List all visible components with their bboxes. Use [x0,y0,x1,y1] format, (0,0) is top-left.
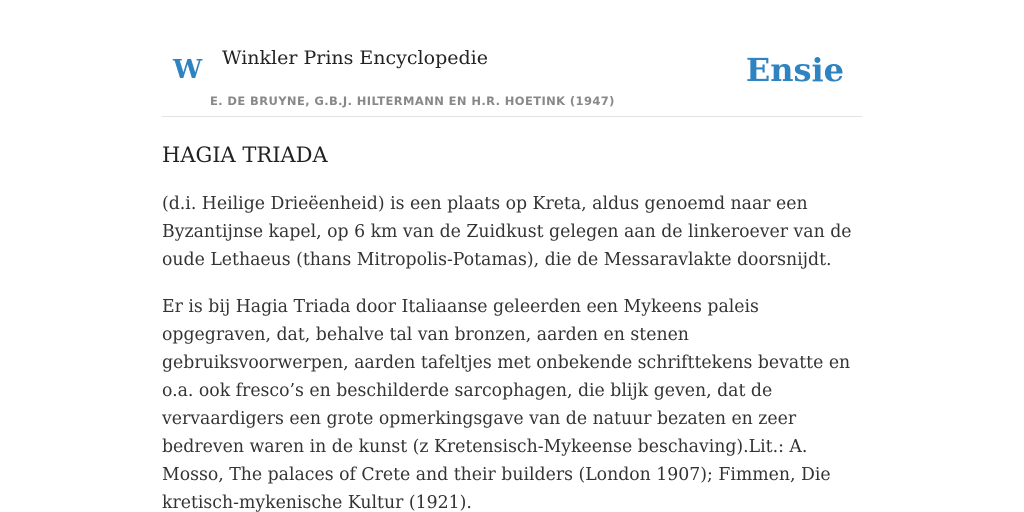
source-authors: E. DE BRUYNE, G.B.J. HILTERMANN EN H.R. HOETINK (1947) [210,94,615,108]
ensie-logo-link[interactable]: Ensie [745,51,844,89]
article-paragraph: (d.i. Heilige Drieëenheid) is een plaats op Kreta, aldus genoemd naar een Byzantijnse kapel, op 6 km van de Zuidkust gelegen aan de linkeroever van de oude Lethaeus (thans Mitropolis-Potamas), die de Messaravlakte doorsnijdt. [162,194,852,270]
source-title-link[interactable]: Winkler Prins Encyclopedie [222,47,488,69]
source-logo-icon[interactable]: W [173,55,203,85]
article-paragraph: Er is bij Hagia Triada door Italiaanse geleerden een Mykeens paleis opgegraven, dat, behalve tal van bronzen, aarden en stenen gebruiksvoorwerpen, aarden tafeltjes met onbekende schrifttekens bevatte en o.a. ook fresco’s en beschilderde sarcophagen, die blijk geven, dat de vervaardigers een grote opmerkingsgave van de natuur bezaten en zeer bedreven waren in de kunst (z Kretensisch-Mykeense beschaving).Lit.: A. Mosso, The palaces of Crete and their builders (London 1907); Fimmen, Die kretisch-mykenische Kultur (1921). [162,297,851,512]
article [162,138,862,512]
source-header [162,40,862,117]
article-headword: HAGIA TRIADA [162,143,328,167]
